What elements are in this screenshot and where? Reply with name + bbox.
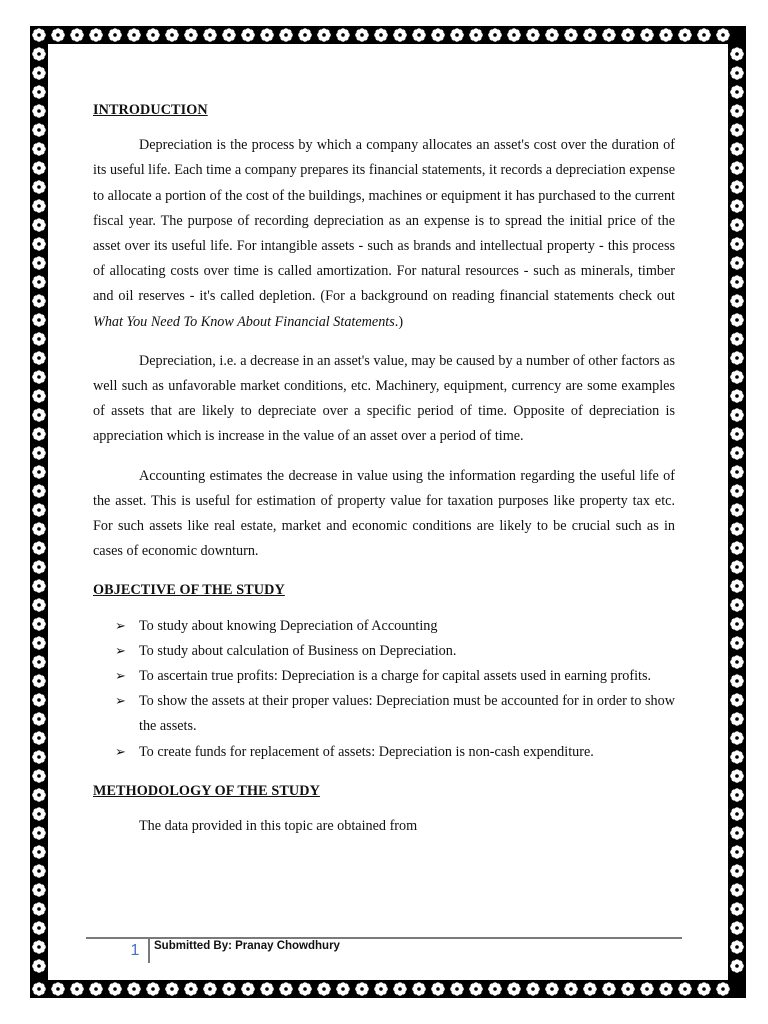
- list-item: [93, 664, 675, 689]
- flower-icon: [602, 28, 616, 42]
- flower-icon: [32, 275, 46, 289]
- flower-icon: [32, 465, 46, 479]
- flower-icon: [716, 28, 730, 42]
- flower-icon: [317, 982, 331, 996]
- flower-icon: [730, 807, 744, 821]
- flower-icon: [108, 28, 122, 42]
- flower-icon: [203, 28, 217, 42]
- list-item: [93, 740, 675, 765]
- flower-icon: [32, 370, 46, 384]
- flower-icon: [32, 332, 46, 346]
- flower-icon: [279, 28, 293, 42]
- flower-icon: [730, 921, 744, 935]
- list-item-text: To study about calculation of Business on Depreciation.: [139, 642, 457, 659]
- flower-icon: [730, 598, 744, 612]
- flower-icon: [659, 28, 673, 42]
- flower-icon: [730, 465, 744, 479]
- flower-icon: [222, 28, 236, 42]
- intro-p1-italic-title: What You Need To Know About Financial Statements: [93, 313, 395, 330]
- flower-icon: [32, 982, 46, 996]
- flower-icon: [488, 28, 502, 42]
- flower-icon: [32, 142, 46, 156]
- flower-icon: [32, 427, 46, 441]
- flower-icon: [730, 370, 744, 384]
- flower-icon: [32, 104, 46, 118]
- intro-p1-text: Depreciation is the process by which a company allocates an asset's cost over the duration of its useful life. Each time a company prepares its financial statements, it records a depreciation expense to allocate a portion of the cost of the buildings, machines or equipment it has purchased to the current fiscal year. The purpose of recording depreciation as an expense is to spread the initial price of the asset over its useful life. For intangible assets - such as brands and intellectual property - this process of allocating costs over time is called amortization. For natural resources - such as minerals, timber and oil reserves - it's called depletion. (For a background on reading financial statements check out: [93, 137, 675, 305]
- flower-icon: [51, 28, 65, 42]
- flower-icon: [730, 503, 744, 517]
- flower-icon: [730, 636, 744, 650]
- flower-icon: [32, 598, 46, 612]
- flower-icon: [730, 864, 744, 878]
- flower-icon: [730, 161, 744, 175]
- objective-heading: OBJECTIVE OF THE STUDY: [93, 582, 285, 599]
- flower-icon: [32, 522, 46, 536]
- flower-icon: [393, 28, 407, 42]
- flower-icon: [260, 982, 274, 996]
- list-item: [93, 639, 675, 664]
- flower-icon: [32, 199, 46, 213]
- flower-icon: [730, 237, 744, 251]
- flower-icon: [730, 66, 744, 80]
- flower-icon: [127, 982, 141, 996]
- flower-icon: [564, 982, 578, 996]
- flower-icon: [730, 769, 744, 783]
- flower-icon: [355, 982, 369, 996]
- flower-icon: [279, 982, 293, 996]
- flower-icon: [730, 826, 744, 840]
- flower-icon: [730, 712, 744, 726]
- flower-icon: [89, 982, 103, 996]
- flower-icon: [545, 982, 559, 996]
- flower-icon: [469, 28, 483, 42]
- flower-icon: [165, 982, 179, 996]
- flower-icon: [32, 750, 46, 764]
- flower-icon: [32, 636, 46, 650]
- flower-icon: [730, 560, 744, 574]
- flower-icon: [32, 161, 46, 175]
- flower-icon: [730, 332, 744, 346]
- flower-icon: [32, 503, 46, 517]
- page-number: 1: [130, 942, 140, 959]
- flower-icon: [730, 845, 744, 859]
- flower-icon: [32, 579, 46, 593]
- flower-icon: [526, 28, 540, 42]
- flower-icon: [374, 28, 388, 42]
- flower-icon: [507, 28, 521, 42]
- flower-icon: [32, 807, 46, 821]
- flower-icon: [730, 351, 744, 365]
- introduction-paragraph-2: Depreciation, i.e. a decrease in an asset's value, may be caused by a number of other factors as well such as unfavorable market conditions, etc. Machinery, equipment, currency are some examples of assets that are likely to depreciate over a specific period of time. Opposite of depreciation is appreciation which is increase in the value of an asset over a period of time.: [93, 352, 675, 445]
- flower-icon: [730, 142, 744, 156]
- flower-icon: [32, 883, 46, 897]
- flower-icon: [32, 85, 46, 99]
- flower-icon: [621, 982, 635, 996]
- arrow-bullet-icon: ➢: [115, 744, 126, 760]
- flower-icon: [730, 655, 744, 669]
- flower-icon: [32, 446, 46, 460]
- flower-icon: [32, 693, 46, 707]
- flower-icon: [730, 446, 744, 460]
- flower-icon: [32, 902, 46, 916]
- flower-icon: [716, 982, 730, 996]
- flower-icon: [697, 982, 711, 996]
- flower-icon: [730, 85, 744, 99]
- methodology-text: The data provided in this topic are obtained from: [139, 818, 418, 835]
- arrow-bullet-icon: ➢: [115, 618, 126, 634]
- flower-icon: [32, 28, 46, 42]
- flower-icon: [431, 982, 445, 996]
- flower-icon: [678, 982, 692, 996]
- flower-icon: [730, 427, 744, 441]
- arrow-bullet-icon: ➢: [115, 643, 126, 659]
- flower-icon: [450, 982, 464, 996]
- flower-icon: [545, 28, 559, 42]
- flower-icon: [730, 940, 744, 954]
- flower-icon: [184, 982, 198, 996]
- flower-icon: [730, 750, 744, 764]
- flower-icon: [730, 294, 744, 308]
- flower-icon: [32, 826, 46, 840]
- flower-icon: [32, 484, 46, 498]
- flower-icon: [32, 560, 46, 574]
- flower-icon: [730, 541, 744, 555]
- flower-icon: [32, 617, 46, 631]
- flower-icon: [393, 982, 407, 996]
- flower-icon: [260, 28, 274, 42]
- flower-icon: [730, 959, 744, 973]
- flower-icon: [730, 256, 744, 270]
- arrow-bullet-icon: ➢: [115, 694, 126, 710]
- introduction-paragraph-3: Accounting estimates the decrease in value using the information regarding the useful life of the asset. This is useful for estimation of property value for taxation purposes like property tax etc. For such assets like real estate, market and economic conditions are likely to be crucial such as in cases of economic downturn.: [93, 467, 675, 560]
- flower-icon: [32, 66, 46, 80]
- document-body: [93, 98, 675, 839]
- flower-icon: [70, 982, 84, 996]
- flower-icon: [730, 218, 744, 232]
- flower-icon: [32, 959, 46, 973]
- flower-icon: [730, 180, 744, 194]
- footer-rule: [86, 937, 682, 939]
- flower-icon: [730, 484, 744, 498]
- flower-icon: [730, 104, 744, 118]
- flower-icon: [32, 218, 46, 232]
- flower-icon: [32, 712, 46, 726]
- flower-icon: [298, 982, 312, 996]
- flower-icon: [730, 731, 744, 745]
- flower-icon: [730, 674, 744, 688]
- list-item: [93, 614, 675, 639]
- flower-icon: [526, 982, 540, 996]
- flower-icon: [697, 28, 711, 42]
- flower-icon: [32, 351, 46, 365]
- flower-icon: [32, 123, 46, 137]
- flower-icon: [412, 982, 426, 996]
- arrow-bullet-icon: ➢: [115, 669, 126, 685]
- flower-icon: [32, 845, 46, 859]
- introduction-paragraph-1: [93, 133, 675, 335]
- flower-icon: [730, 693, 744, 707]
- flower-icon: [146, 28, 160, 42]
- list-item: [93, 689, 675, 739]
- flower-icon: [32, 389, 46, 403]
- flower-icon: [32, 408, 46, 422]
- flower-icon: [583, 982, 597, 996]
- flower-icon: [488, 982, 502, 996]
- flower-icon: [583, 28, 597, 42]
- flower-icon: [317, 28, 331, 42]
- flower-icon: [32, 731, 46, 745]
- flower-icon: [355, 28, 369, 42]
- flower-icon: [32, 313, 46, 327]
- flower-icon: [32, 921, 46, 935]
- flower-icon: [730, 389, 744, 403]
- objective-list: [93, 614, 675, 765]
- footer-divider: [148, 939, 150, 963]
- flower-icon: [507, 982, 521, 996]
- introduction-heading: INTRODUCTION: [93, 102, 208, 118]
- flower-icon: [730, 47, 744, 61]
- flower-icon: [89, 28, 103, 42]
- flower-icon: [241, 982, 255, 996]
- flower-icon: [730, 902, 744, 916]
- flower-icon: [32, 47, 46, 61]
- flower-icon: [184, 28, 198, 42]
- flower-icon: [222, 982, 236, 996]
- flower-icon: [336, 28, 350, 42]
- flower-icon: [336, 982, 350, 996]
- flower-icon: [730, 788, 744, 802]
- flower-icon: [32, 180, 46, 194]
- flower-icon: [640, 982, 654, 996]
- flower-icon: [32, 655, 46, 669]
- flower-icon: [412, 28, 426, 42]
- flower-icon: [32, 788, 46, 802]
- flower-icon: [32, 769, 46, 783]
- flower-icon: [32, 256, 46, 270]
- flower-icon: [203, 982, 217, 996]
- flower-icon: [127, 28, 141, 42]
- list-item-text: To show the assets at their proper values: Depreciation must be accounted for in order to show the assets.: [139, 693, 675, 735]
- flower-icon: [730, 199, 744, 213]
- flower-icon: [564, 28, 578, 42]
- flower-icon: [108, 982, 122, 996]
- flower-icon: [730, 579, 744, 593]
- footer-submitted-by: Submitted By: Pranay Chowdhury: [154, 940, 340, 952]
- intro-p1-end: .): [394, 313, 404, 330]
- flower-icon: [659, 982, 673, 996]
- flower-icon: [730, 313, 744, 327]
- flower-icon: [450, 28, 464, 42]
- flower-icon: [241, 28, 255, 42]
- list-item-text: To ascertain true profits: Depreciation is a charge for capital assets used in earning profits.: [139, 668, 652, 685]
- flower-icon: [730, 522, 744, 536]
- flower-icon: [621, 28, 635, 42]
- flower-icon: [298, 28, 312, 42]
- flower-icon: [730, 617, 744, 631]
- flower-icon: [730, 275, 744, 289]
- flower-icon: [70, 28, 84, 42]
- flower-icon: [374, 982, 388, 996]
- flower-icon: [730, 408, 744, 422]
- flower-icon: [32, 237, 46, 251]
- flower-icon: [146, 982, 160, 996]
- flower-icon: [32, 541, 46, 555]
- flower-icon: [469, 982, 483, 996]
- flower-icon: [431, 28, 445, 42]
- flower-icon: [730, 123, 744, 137]
- flower-icon: [51, 982, 65, 996]
- flower-icon: [165, 28, 179, 42]
- flower-icon: [730, 883, 744, 897]
- flower-icon: [32, 864, 46, 878]
- flower-icon: [32, 294, 46, 308]
- flower-icon: [32, 674, 46, 688]
- flower-icon: [602, 982, 616, 996]
- list-item-text: To study about knowing Depreciation of Accounting: [139, 617, 438, 634]
- flower-icon: [678, 28, 692, 42]
- flower-icon: [32, 940, 46, 954]
- list-item-text: To create funds for replacement of assets: Depreciation is non-cash expenditure.: [139, 743, 594, 760]
- methodology-heading: METHODOLOGY OF THE STUDY: [93, 782, 320, 799]
- flower-icon: [640, 28, 654, 42]
